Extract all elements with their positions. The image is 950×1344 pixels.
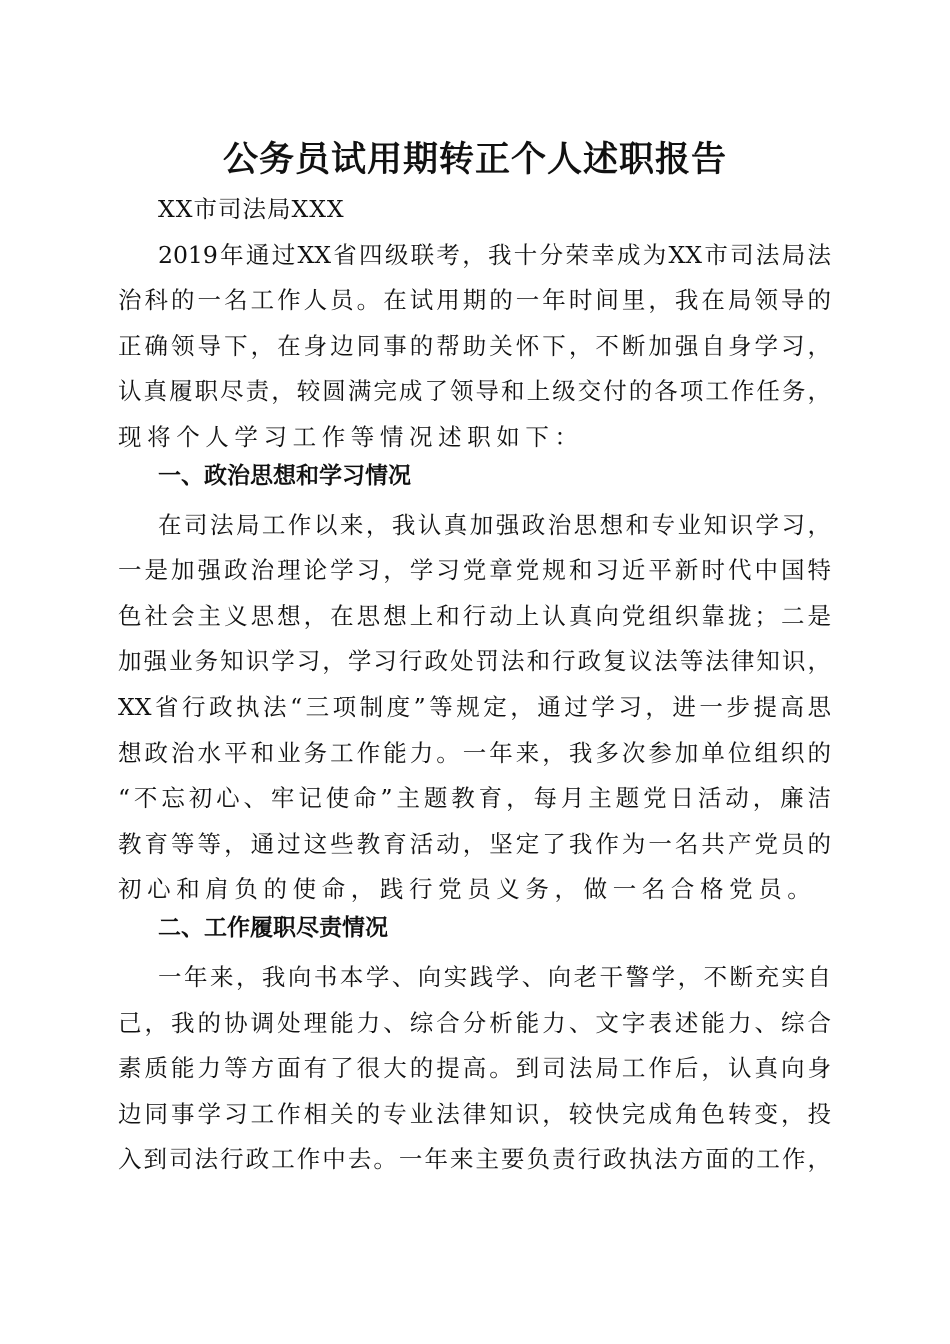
text-line: 入到司法行政工作中去。一年来主要负责行政执法方面的工作，	[118, 1145, 831, 1174]
text-line: 一年来，我向书本学、向实践学、向老干警学，不断充实自	[158, 962, 831, 991]
text-line: 初心和肩负的使命，践行党员义务，做一名合格党员。	[118, 875, 817, 904]
author-line: XX市司法局XXX	[158, 195, 345, 223]
text-line: 教育等等，通过这些教育活动，坚定了我作为一名共产党员的	[118, 829, 831, 858]
document-body	[118, 187, 831, 1183]
text-line: 加强业务知识学习，学习行政处罚法和行政复议法等法律知识，	[118, 647, 831, 676]
section-heading: 二、工作履职尽责情况	[158, 914, 388, 941]
text-line: 治科的一名工作人员。在试用期的一年时间里，我在局领导的	[118, 286, 831, 315]
text-line: XX省行政执法“三项制度”等规定，通过学习，进一步提高思	[118, 692, 831, 721]
text-line: 边同事学习工作相关的专业法律知识，较快完成角色转变，投	[118, 1099, 831, 1128]
text-line: 素质能力等方面有了很大的提高。到司法局工作后，认真向身	[118, 1054, 831, 1083]
text-line: “不忘初心、牢记使命”主题教育，每月主题党日活动，廉洁	[118, 784, 831, 813]
text-line: 色社会主义思想，在思想上和行动上认真向党组织靠拢；二是	[118, 601, 831, 630]
text-line: 想政治水平和业务工作能力。一年来，我多次参加单位组织的	[118, 738, 831, 767]
text-line: 在司法局工作以来，我认真加强政治思想和专业知识学习，	[158, 510, 831, 539]
text-line: 现将个人学习工作等情况述职如下：	[118, 422, 584, 451]
section-heading: 一、政治思想和学习情况	[158, 462, 411, 489]
text-line: 认真履职尽责，较圆满完成了领导和上级交付的各项工作任务，	[118, 377, 831, 406]
document-title: 公务员试用期转正个人述职报告	[222, 139, 727, 180]
section1-paragraph	[118, 503, 831, 913]
intro-paragraph	[118, 233, 831, 461]
text-line: 正确领导下，在身边同事的帮助关怀下，不断加强自身学习，	[118, 331, 831, 360]
text-line: 2019年通过XX省四级联考，我十分荣幸成为XX市司法局法	[158, 240, 831, 269]
text-line: 己，我的协调处理能力、综合分析能力、文字表述能力、综合	[118, 1008, 831, 1037]
text-line: 一是加强政治理论学习，学习党章党规和习近平新时代中国特	[118, 556, 831, 585]
section2-paragraph	[118, 955, 831, 1183]
